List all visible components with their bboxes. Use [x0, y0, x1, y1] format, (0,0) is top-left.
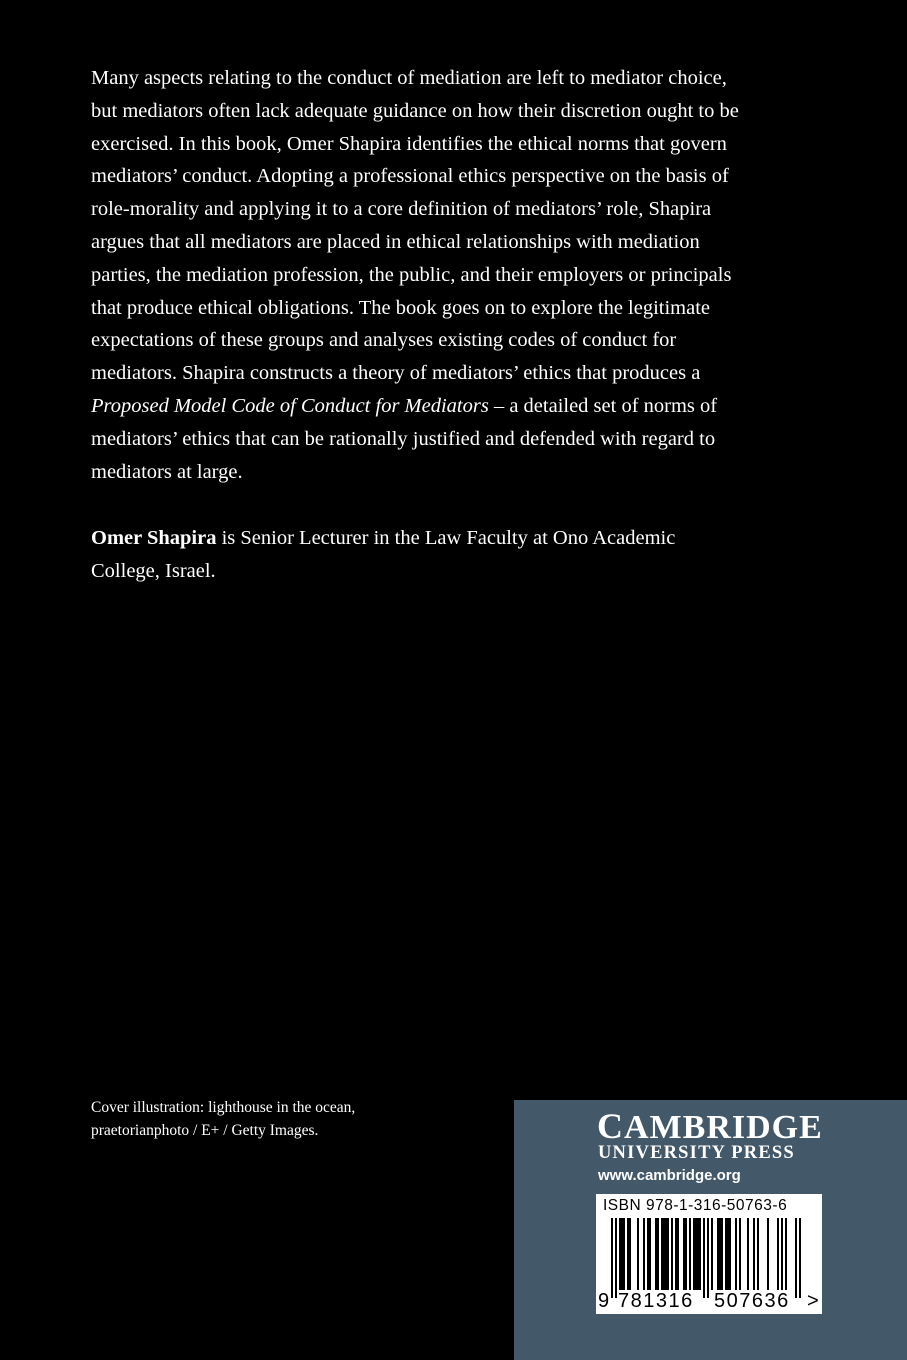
cover-credit-line1: Cover illustration: lighthouse in the ocean, — [91, 1099, 356, 1116]
blurb-text-part2: – a detailed set of norms of mediators’ ethics that can be rationally justified and defended with regard to mediators at large. — [91, 394, 718, 483]
barcode-bar — [725, 1218, 727, 1290]
barcode-bar — [649, 1218, 651, 1290]
barcode-bar — [703, 1218, 705, 1298]
barcode-bar — [795, 1218, 797, 1298]
barcode-bar — [623, 1218, 625, 1290]
barcode-bar — [699, 1218, 701, 1290]
barcode-bar — [667, 1218, 669, 1290]
barcode-quiet-mark: > — [807, 1290, 819, 1312]
barcode-bar — [629, 1218, 631, 1290]
barcode-bar — [657, 1218, 659, 1290]
barcode-bar — [637, 1218, 639, 1290]
barcode-bar — [799, 1218, 801, 1298]
barcode-bar — [693, 1218, 695, 1290]
blurb-text-part1: Many aspects relating to the conduct of mediation are left to mediator choice, but mediators often lack adequate guidance on how their discretion ought to be exercised. In this book, Omer Shapira identifies the ethical norms that govern mediators’ conduct. Adopting a professional ethics perspective on the basis of role-morality and applying it to a core definition of mediators’ role, Shapira argues that all mediators are placed in ethical relationships with mediation parties, the mediation profession, the public, and their employers or principals that produce ethical obligations. The book goes on to explore the legitimate expectations of these groups and analyses existing codes of conduct for mediators. Shapira constructs a theory of mediators’ ethics that produces a — [91, 67, 739, 385]
barcode-bar — [697, 1218, 699, 1290]
publisher-name-initial: C — [597, 1106, 624, 1146]
barcode-lead-digit: 9 — [598, 1290, 610, 1312]
barcode-bar — [655, 1218, 657, 1290]
barcode-box — [596, 1194, 822, 1314]
barcode-bar — [627, 1218, 629, 1290]
barcode-bar — [747, 1218, 749, 1290]
back-cover-blurb — [91, 62, 741, 488]
publisher-subtitle: UNIVERSITY PRESS — [598, 1143, 795, 1163]
barcode-bar — [785, 1218, 787, 1290]
barcode-bar — [727, 1218, 729, 1290]
publisher-name-rest: AMBRIDGE — [624, 1109, 823, 1146]
barcode-bar — [781, 1218, 783, 1290]
barcode-bar — [695, 1218, 697, 1290]
barcode-bar — [661, 1218, 663, 1290]
barcode-bar — [671, 1218, 673, 1290]
barcode-bar — [621, 1218, 623, 1290]
barcode-bar — [719, 1218, 721, 1290]
barcode-bar — [677, 1218, 679, 1290]
barcode-bar — [707, 1218, 709, 1298]
barcode-bar — [721, 1218, 723, 1290]
barcode-bar — [735, 1218, 737, 1290]
publisher-url: www.cambridge.org — [598, 1167, 741, 1184]
cover-credit-line2: praetorianphoto / E+ / Getty Images. — [91, 1122, 319, 1139]
barcode-bar — [647, 1218, 649, 1290]
author-bio-text: is Senior Lecturer in the Law Faculty at Ono Academic College, Israel. — [91, 527, 676, 582]
barcode-bar — [753, 1218, 755, 1290]
blurb-italic-title: Proposed Model Code of Conduct for Mediators — [91, 394, 489, 417]
barcode-bar — [683, 1218, 685, 1290]
barcode-bar — [665, 1218, 667, 1290]
barcode-bar — [643, 1218, 645, 1290]
author-name: Omer Shapira — [91, 527, 217, 549]
publisher-panel — [514, 1100, 907, 1360]
barcode-bar — [675, 1218, 677, 1290]
barcode-bar — [717, 1218, 719, 1290]
barcode-bar — [757, 1218, 759, 1290]
barcode-bar — [777, 1218, 779, 1290]
barcode-group1: 781316 — [618, 1290, 694, 1312]
author-bio — [91, 522, 741, 588]
barcode-bar — [615, 1218, 617, 1298]
isbn-label: ISBN 978-1-316-50763-6 — [603, 1197, 788, 1214]
barcode-bar — [711, 1218, 713, 1290]
barcode-bar — [729, 1218, 731, 1290]
barcode-icon — [606, 1218, 806, 1300]
barcode-bar — [611, 1218, 613, 1298]
barcode-bar — [619, 1218, 621, 1290]
barcode-bar — [685, 1218, 687, 1290]
barcode-bar — [663, 1218, 665, 1290]
cover-credit — [91, 1096, 491, 1142]
barcode-bar — [767, 1218, 769, 1290]
barcode-bar — [739, 1218, 741, 1290]
barcode-group2: 507636 — [714, 1290, 790, 1312]
barcode-bar — [689, 1218, 691, 1290]
